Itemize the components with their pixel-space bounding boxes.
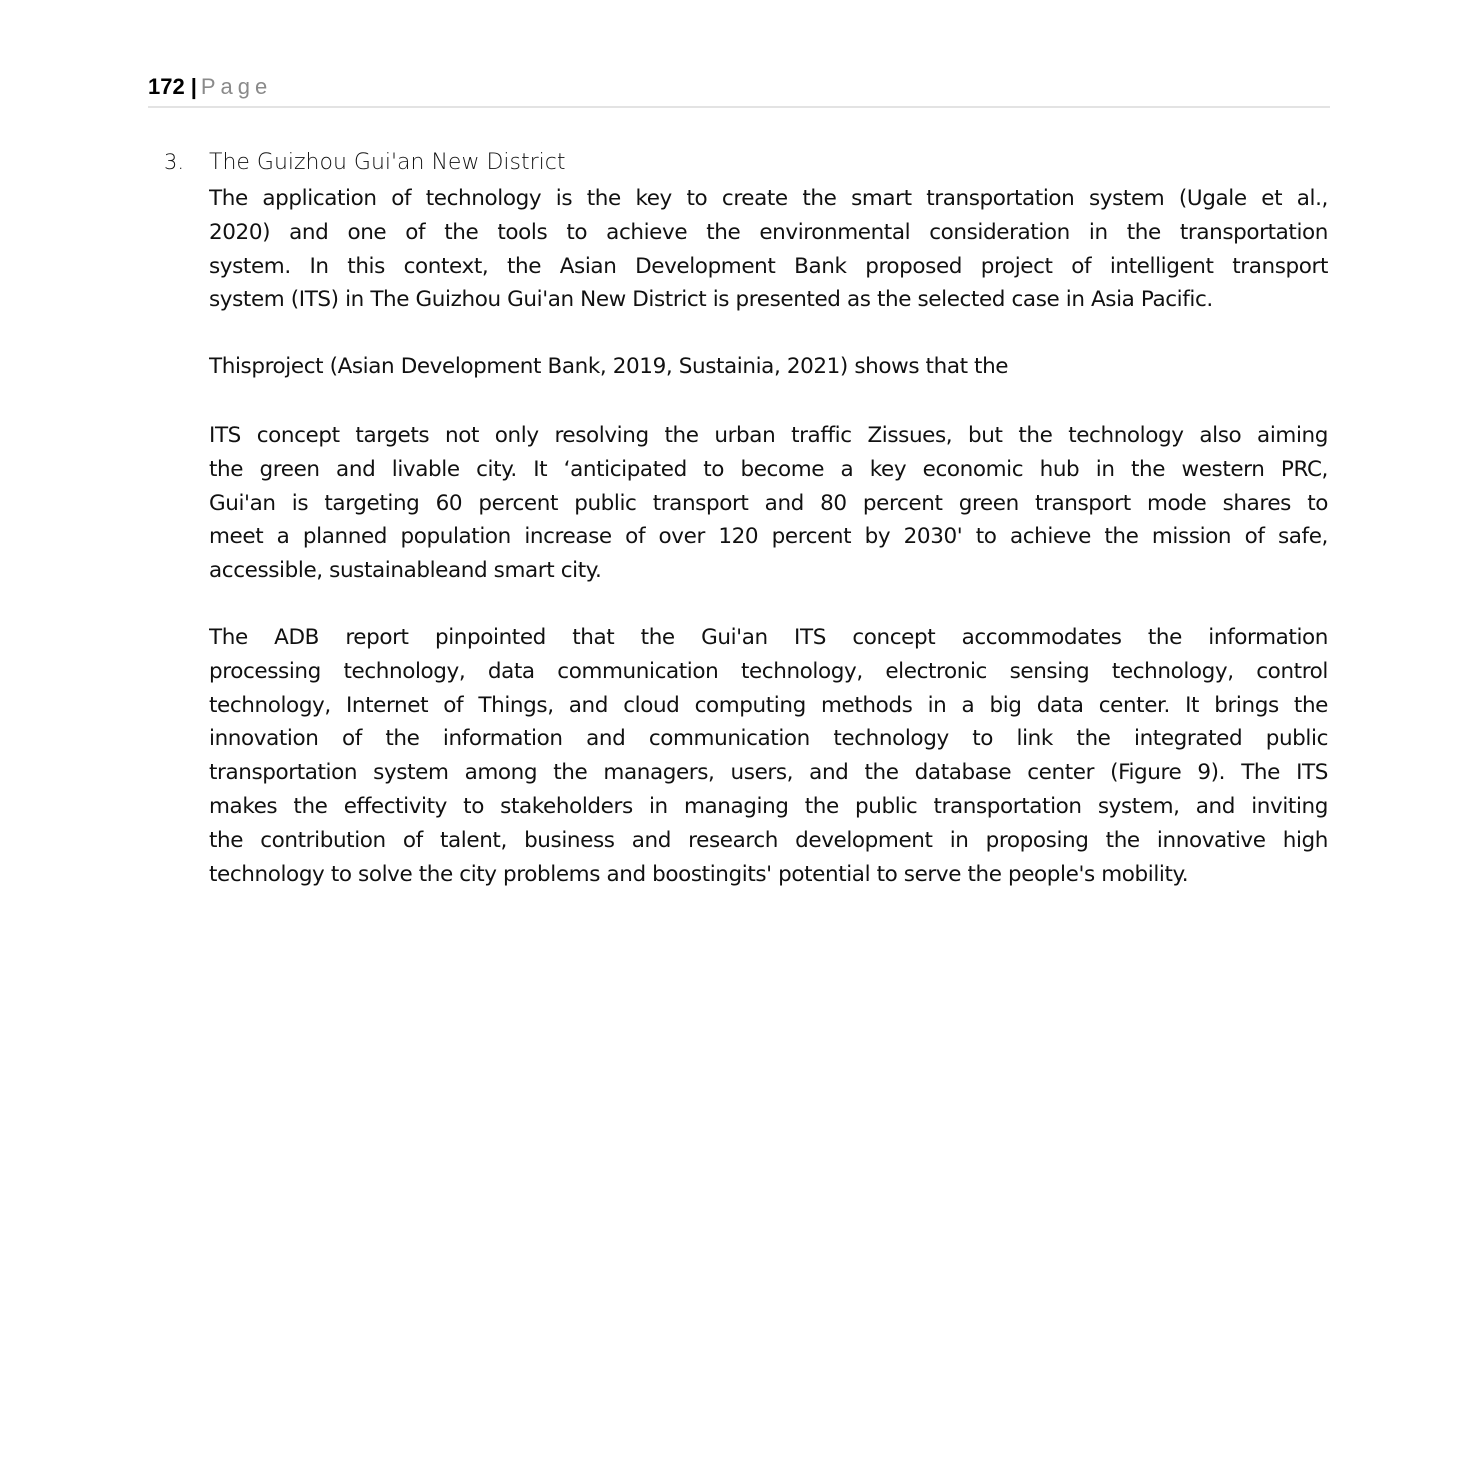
text-line: system. In this context, the Asian Development Bank proposed project of intelligent transport [209, 253, 1328, 279]
paragraph-intro [209, 182, 1328, 317]
text-line: ITS concept targets not only resolving the urban traffic Zissues, but the technology also aiming [209, 423, 1328, 448]
text-line: Gui'an is targeting 60 percent public transport and 80 percent green transport mode shares to [209, 490, 1328, 516]
text-line: makes the effectivity to stakeholders in managing the public transportation system, and inviting [209, 793, 1328, 819]
text-line: technology, Internet of Things, and cloud computing methods in a big data center. It brings the [209, 692, 1328, 718]
text-line: technology to solve the city problems and boostingits' potential to serve the people's mobility. [209, 861, 1189, 887]
text-line: meet a planned population increase of over 120 percent by 2030' to achieve the mission of safe, [209, 524, 1328, 550]
text-line: The ADB report pinpointed that the Gui'an ITS concept accommodates the information [209, 625, 1328, 650]
section-title: The Guizhou Gui'an New District [209, 150, 566, 175]
text-line: The application of technology is the key to create the smart transportation system (Ugale et al., [209, 186, 1328, 211]
text-line: Thisproject (Asian Development Bank, 2019, Sustainia, 2021) shows that the [209, 354, 1009, 379]
text-line: system (ITS) in The Guizhou Gui'an New District is presented as the selected case in Asia Pacific. [209, 287, 1213, 313]
paragraph-project [209, 350, 1328, 384]
text-line: accessible, sustainableand smart city. [209, 558, 602, 584]
page-number: 172 [148, 74, 185, 99]
paragraph-its-concept [209, 419, 1328, 588]
text-line: the green and livable city. It ‘anticipated to become a key economic hub in the western PRC, [209, 456, 1328, 482]
page-header [148, 74, 1330, 108]
text-line: 2020) and one of the tools to achieve the environmental consideration in the transportation [209, 219, 1328, 245]
text-line: processing technology, data communication technology, electronic sensing technology, control [209, 658, 1328, 684]
text-line: transportation system among the managers, users, and the database center (Figure 9). The ITS [209, 760, 1328, 786]
section-number: 3. [164, 150, 185, 174]
paragraph-adb-report [209, 621, 1328, 891]
text-line: innovation of the information and communication technology to link the integrated public [209, 726, 1328, 752]
page-separator: | [190, 74, 197, 99]
text-line: the contribution of talent, business and research development in proposing the innovative high [209, 827, 1328, 853]
section-heading [164, 150, 565, 175]
page-label: Page [200, 74, 273, 99]
